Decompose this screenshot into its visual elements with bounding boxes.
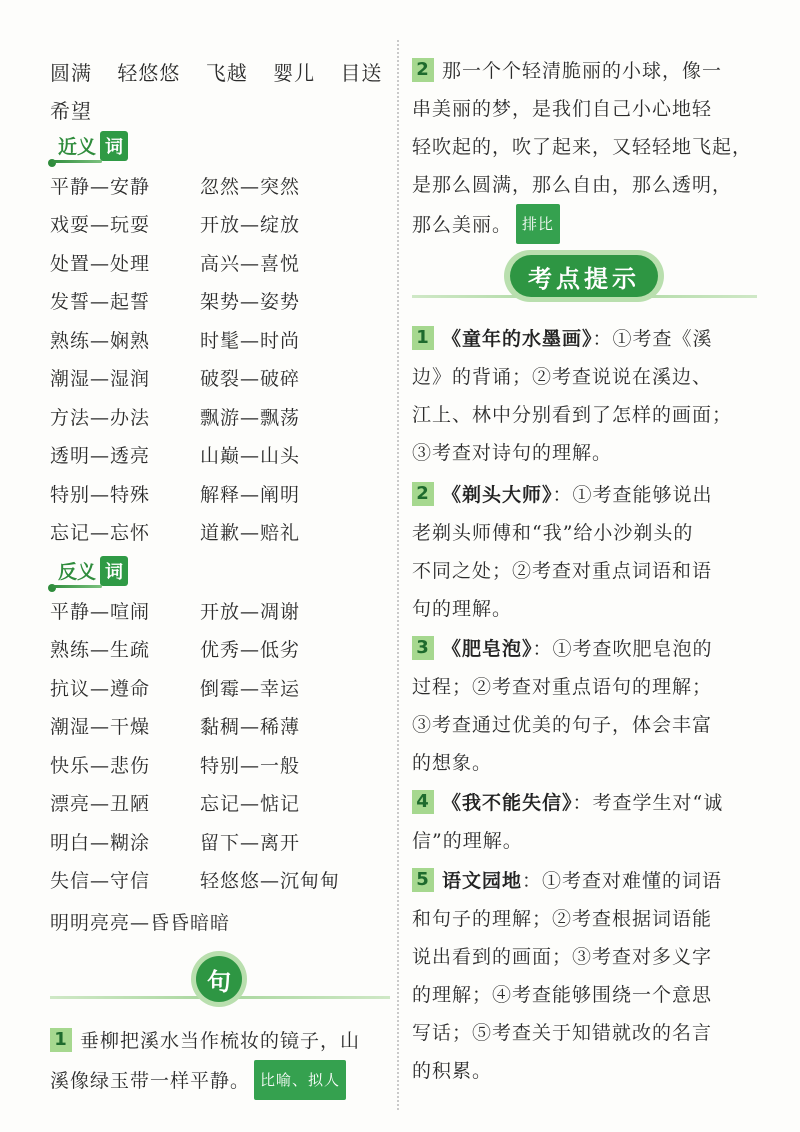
sentence-line: 是那么圆满，那么自由，那么透明， [412,174,733,196]
key-point-text: ③考查通过优美的句子，体会丰富 [412,714,713,736]
key-point-text: 的理解；④考查能够围绕一个意思 [412,984,713,1006]
number-badge: 4 [412,790,434,814]
word-pair-row [50,668,390,707]
synonyms-list [50,166,390,551]
number-badge: 1 [412,326,434,350]
word-pair-row [50,397,390,436]
word-pair-row [50,205,390,244]
word-item: 飞越 [205,61,248,85]
word-pair-row [50,243,390,282]
word-pair-row [50,359,390,398]
number-badge: 2 [412,482,434,506]
word-pair-row [50,474,390,513]
word-pair-row [50,784,390,823]
word-item: 目送 [340,61,383,85]
key-point-text: 说出看到的画面；③考查对多义字 [412,946,713,968]
key-point-3 [412,630,757,782]
word-item: 婴儿 [273,61,316,85]
word-pair: 破裂—破碎 [200,368,301,391]
key-point-text: ③考查对诗句的理解。 [412,442,613,464]
key-point-text: 的积累。 [412,1060,493,1082]
word-pair: 潮湿—干燥 [50,716,151,739]
word-pair: 快乐—悲伤 [50,754,151,777]
word-pair-row [50,166,390,205]
key-point-text: 江上、林中分别看到了怎样的画面； [412,404,733,426]
key-point-text: 老剃头师傅和“我”给小沙剃头的 [412,522,694,544]
sentence-item-2 [412,52,752,244]
antonyms-label: 反义 [50,557,98,586]
sentence-line: 那一个个轻清脆丽的小球，像一 [442,60,723,82]
sentence-line: 垂柳把溪水当作梳妆的镜子，山 [80,1030,361,1052]
word-pair: 平静—安静 [50,175,151,198]
word-pair-row [50,630,390,669]
key-point-text: 信”的理解。 [412,830,523,852]
rhetoric-tag: 比喻、拟人 [254,1060,346,1100]
key-points-header [412,248,757,308]
key-point-text: ：①考查能够说出 [552,484,713,506]
word-pair: 明白—糊涂 [50,831,151,854]
word-pair: 平静—喧闹 [50,600,151,623]
word-pair: 高兴—喜悦 [200,252,301,275]
key-point-title: 《肥皂泡》 [442,638,533,660]
word-pair-row [50,591,390,630]
antonyms-list [50,591,390,899]
key-point-title: 语文园地 [442,870,523,892]
word-pair: 忘记—忘怀 [50,522,151,545]
word-pair: 留下—离开 [200,831,301,854]
key-point-text: ：①考查《溪 [592,328,713,350]
key-point-title: 《童年的水墨画》 [442,328,593,350]
sentence-line: 那么美丽。 [412,214,513,236]
word-pair: 优秀—低劣 [200,639,301,662]
key-points-title: 考点提示 [510,255,658,297]
intro-words [50,54,390,130]
word-pair: 忽然—突然 [200,175,301,198]
key-point-text: 过程；②考查对重点语句的理解； [412,676,713,698]
word-pair: 黏稠—稀薄 [200,716,301,739]
sentence-line: 轻吹起的，吹了起来，又轻轻地飞起， [412,136,753,158]
word-pair-row [50,822,390,861]
key-point-4 [412,784,757,860]
key-point-text: 和句子的理解；②考查根据词语能 [412,908,713,930]
key-point-2 [412,476,757,628]
word-pair: 方法—办法 [50,406,151,429]
sentence-line: 溪像绿玉带一样平静。 [50,1070,251,1092]
word-pair: 熟练—生疏 [50,639,151,662]
word-pair: 飘游—飘荡 [200,406,301,429]
word-pair: 漂亮—丑陋 [50,793,151,816]
sentence-line: 串美丽的梦，是我们自己小心地轻 [412,98,713,120]
antonyms-box: 词 [100,556,128,586]
key-point-title: 《我不能失信》 [442,792,573,814]
word-pair-row [50,320,390,359]
word-pair: 潮湿—湿润 [50,368,151,391]
key-point-text: ：①考查吹肥皂泡的 [532,638,713,660]
key-point-text: ：考查学生对“诚 [572,792,724,814]
word-pair: 戏耍—玩耍 [50,214,151,237]
column-divider [397,40,399,1110]
word-pair: 倒霉—幸运 [200,677,301,700]
number-badge: 2 [412,58,434,82]
sentence-item-1 [50,1022,360,1100]
word-pair: 透明—透亮 [50,445,151,468]
word-pair: 开放—绽放 [200,214,301,237]
word-pair-row [50,861,390,900]
word-pair: 特别—一般 [200,754,301,777]
key-point-5 [412,862,757,1090]
word-item: 希望 [50,99,92,123]
key-points-badge [504,250,664,302]
word-pair: 开放—凋谢 [200,600,301,623]
word-pair-row [50,707,390,746]
synonyms-box: 词 [100,131,128,161]
number-badge: 3 [412,636,434,660]
word-pair: 道歉—赔礼 [200,522,301,545]
key-point-text: 的想象。 [412,752,493,774]
key-point-text: 写话；⑤考查关于知错就改的名言 [412,1022,713,1044]
word-pair-row [50,513,390,552]
word-pair: 时髦—时尚 [200,329,301,352]
key-point-text: 句的理解。 [412,598,513,620]
antonyms-heading [50,556,128,586]
synonyms-label: 近义 [50,132,98,161]
word-pair-row [50,745,390,784]
rhetoric-tag: 排比 [516,204,560,244]
word-pair: 发誓—起誓 [50,291,151,314]
word-pair: 解释—阐明 [200,483,301,506]
synonyms-heading [50,131,128,161]
sentence-section-header [50,950,390,1010]
number-badge: 5 [412,868,434,892]
antonym-extra: 明明亮亮—昏昏暗暗 [50,912,231,934]
word-pair: 架势—姿势 [200,291,301,314]
word-pair: 山巅—山头 [200,445,301,468]
word-pair: 忘记—惦记 [200,793,301,816]
word-pair: 特别—特殊 [50,483,151,506]
word-item: 圆满 [50,61,92,85]
sentence-badge [191,951,247,1007]
key-point-title: 《剃头大师》 [442,484,553,506]
word-pair-row [50,436,390,475]
word-pair: 处置—处理 [50,252,151,275]
word-pair: 熟练—娴熟 [50,329,151,352]
key-point-text: ：①考查对难懂的词语 [522,870,723,892]
word-pair: 失信—守信 [50,870,151,893]
number-badge: 1 [50,1028,72,1052]
key-point-text: 边》的背诵；②考查说说在溪边、 [412,366,713,388]
key-point-text: 不同之处；②考查对重点词语和语 [412,560,713,582]
key-point-1 [412,320,757,472]
word-pair: 轻悠悠—沉甸甸 [200,870,341,893]
sentence-icon: 句 [196,956,242,1002]
word-pair-row [50,282,390,321]
word-item: 轻悠悠 [117,61,181,85]
word-pair: 抗议—遵命 [50,677,151,700]
